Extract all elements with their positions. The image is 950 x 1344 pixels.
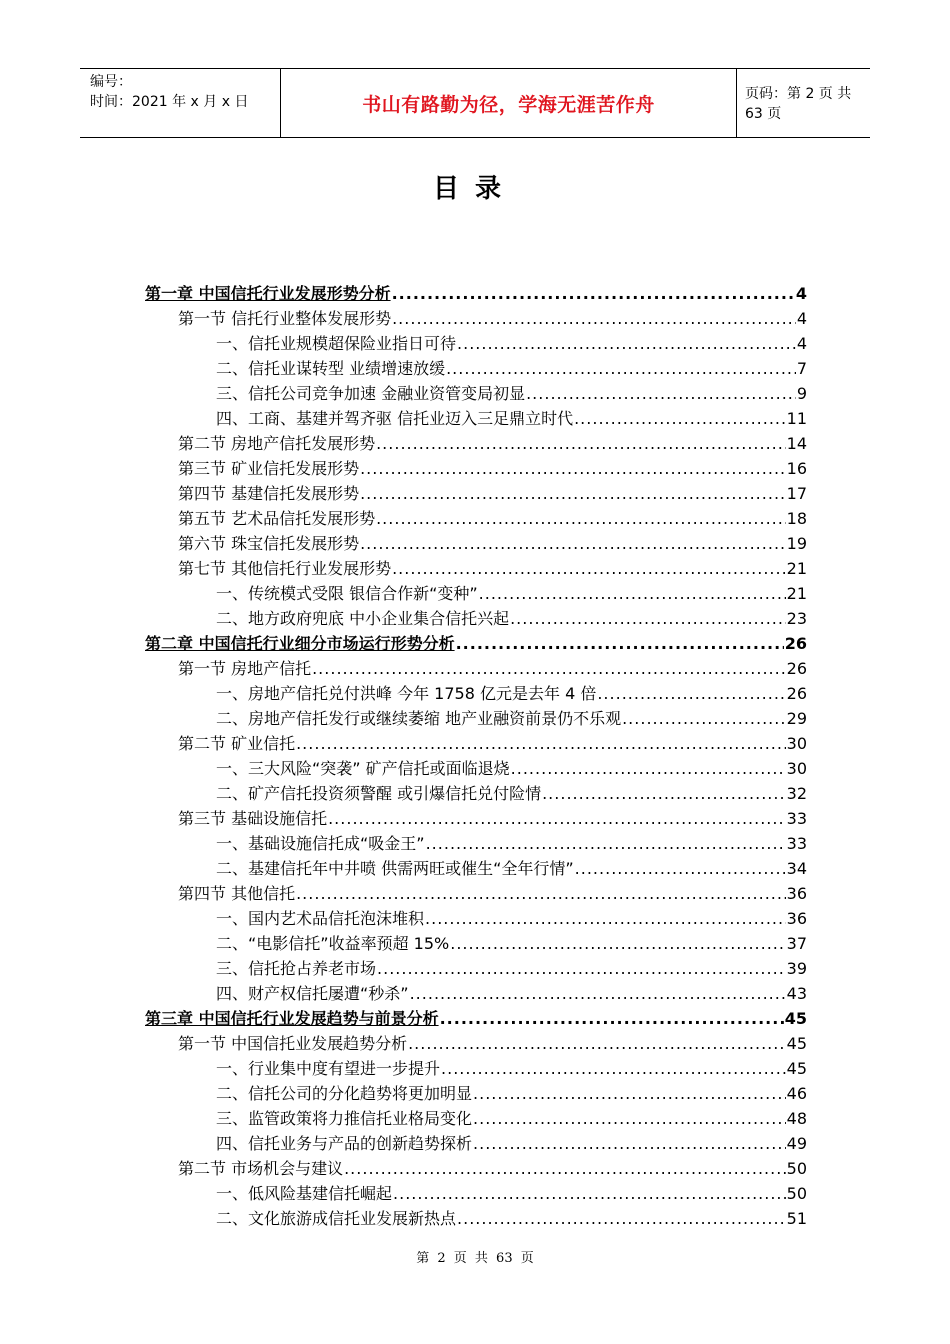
toc-subsection[interactable]: [145, 855, 807, 880]
toc-entry-title: 第三节 基础设施信托: [178, 809, 328, 828]
table-of-contents: [145, 280, 807, 1230]
toc-section[interactable]: [145, 530, 807, 555]
toc-page-number: 39: [786, 959, 807, 978]
toc-entry-title: 一、行业集中度有望进一步提升: [216, 1059, 441, 1078]
toc-page-number: 9: [796, 384, 807, 403]
toc-section[interactable]: [145, 430, 807, 455]
toc-page-number: 4: [796, 334, 807, 353]
toc-dot-leader: [392, 283, 795, 305]
toc-dot-leader: [510, 608, 786, 630]
toc-dot-leader: [622, 708, 786, 730]
toc-dot-leader: [473, 1108, 786, 1130]
toc-dot-leader: [377, 958, 786, 980]
toc-entry-title: 一、房地产信托兑付洪峰 今年 1758 亿元是去年 4 倍: [216, 684, 597, 703]
toc-section[interactable]: [145, 655, 807, 680]
toc-entry-title: 第一节 中国信托业发展趋势分析: [178, 1034, 408, 1053]
toc-dot-leader: [328, 808, 786, 830]
toc-page-number: 30: [786, 759, 807, 778]
toc-entry-title: 第二节 房地产信托发展形势: [178, 434, 376, 453]
page-header: [80, 68, 870, 138]
toc-entry-title: 第二节 矿业信托: [178, 734, 296, 753]
toc-dot-leader: [376, 433, 786, 455]
toc-entry-title: 第四节 其他信托: [178, 884, 296, 903]
toc-page-number: 26: [786, 684, 807, 703]
toc-dot-leader: [456, 633, 784, 655]
toc-section[interactable]: [145, 455, 807, 480]
toc-entry-title: 一、传统模式受限 银信合作新“变种”: [216, 584, 478, 603]
toc-dot-leader: [450, 933, 785, 955]
toc-subsection[interactable]: [145, 755, 807, 780]
toc-subsection[interactable]: [145, 355, 807, 380]
toc-entry-title: 第三节 矿业信托发展形势: [178, 459, 360, 478]
page-title: 目录: [432, 174, 517, 204]
toc-section[interactable]: [145, 555, 807, 580]
toc-page-number: 45: [784, 1009, 807, 1028]
toc-dot-leader: [526, 383, 796, 405]
toc-page-number: 33: [786, 834, 807, 853]
toc-entry-title: 二、房地产信托发行或继续萎缩 地产业融资前景仍不乐观: [216, 709, 622, 728]
toc-dot-leader: [360, 458, 786, 480]
toc-page-number: 19: [786, 534, 807, 553]
toc-dot-leader: [473, 1133, 786, 1155]
toc-page-number: 37: [786, 934, 807, 953]
toc-page-number: 26: [784, 634, 807, 653]
toc-dot-leader: [440, 1008, 784, 1030]
toc-section[interactable]: [145, 1030, 807, 1055]
toc-dot-leader: [408, 1033, 786, 1055]
toc-entry-title: 一、三大风险“突袭” 矿产信托或面临退烧: [216, 759, 510, 778]
toc-chapter[interactable]: [145, 280, 807, 305]
toc-dot-leader: [597, 683, 785, 705]
toc-entry-title: 三、监管政策将力推信托业格局变化: [216, 1109, 473, 1128]
toc-page-number: 43: [786, 984, 807, 1003]
toc-entry-title: 三、信托抢占养老市场: [216, 959, 377, 978]
toc-section[interactable]: [145, 305, 807, 330]
toc-page-number: 30: [786, 734, 807, 753]
toc-page-number: 23: [786, 609, 807, 628]
toc-dot-leader: [393, 1183, 786, 1205]
toc-subsection[interactable]: [145, 780, 807, 805]
toc-subsection[interactable]: [145, 380, 807, 405]
toc-entry-title: 第二章 中国信托行业细分市场运行形势分析: [145, 634, 455, 653]
toc-entry-title: 第一节 房地产信托: [178, 659, 312, 678]
toc-page-number: 7: [796, 359, 807, 378]
toc-subsection[interactable]: [145, 930, 807, 955]
toc-page-number: 18: [786, 509, 807, 528]
toc-page-number: 21: [786, 559, 807, 578]
toc-subsection[interactable]: [145, 705, 807, 730]
toc-page-number: 50: [786, 1184, 807, 1203]
toc-entry-title: 四、信托业务与产品的创新趋势探析: [216, 1134, 473, 1153]
toc-page-number: 45: [786, 1059, 807, 1078]
toc-page-number: 36: [786, 884, 807, 903]
toc-dot-leader: [392, 308, 796, 330]
toc-subsection[interactable]: [145, 680, 807, 705]
toc-page-number: 26: [786, 659, 807, 678]
toc-subsection[interactable]: [145, 955, 807, 980]
toc-page-number: 4: [795, 284, 807, 303]
toc-entry-title: 第一章 中国信托行业发展形势分析: [145, 284, 391, 303]
toc-entry-title: 第二节 市场机会与建议: [178, 1159, 344, 1178]
toc-subsection[interactable]: [145, 405, 807, 430]
toc-dot-leader: [575, 858, 786, 880]
toc-entry-title: 第五节 艺术品信托发展形势: [178, 509, 376, 528]
toc-dot-leader: [457, 1208, 786, 1230]
toc-entry-title: 第一节 信托行业整体发展形势: [178, 309, 392, 328]
toc-dot-leader: [360, 483, 786, 505]
toc-subsection[interactable]: [145, 980, 807, 1005]
toc-dot-leader: [441, 1058, 786, 1080]
toc-subsection[interactable]: [145, 580, 807, 605]
toc-dot-leader: [312, 658, 786, 680]
toc-dot-leader: [426, 833, 786, 855]
toc-entry-title: 二、信托业谋转型 业绩增速放缓: [216, 359, 446, 378]
toc-section[interactable]: [145, 805, 807, 830]
toc-page-number: 34: [786, 859, 807, 878]
toc-page-number: 29: [786, 709, 807, 728]
toc-page-number: 36: [786, 909, 807, 928]
toc-page-number: 33: [786, 809, 807, 828]
header-page-info: 页码：第 2 页 共 63 页: [745, 86, 852, 122]
header-motto-cell: [280, 69, 737, 137]
toc-subsection[interactable]: [145, 1205, 807, 1230]
toc-dot-leader: [360, 533, 786, 555]
toc-subsection[interactable]: [145, 1055, 807, 1080]
header-motto: 书山有路勤为径，学海无涯苦作舟: [362, 93, 655, 116]
toc-dot-leader: [542, 783, 786, 805]
toc-dot-leader: [376, 508, 786, 530]
toc-section[interactable]: [145, 1155, 807, 1180]
toc-entry-title: 一、基础设施信托成“吸金王”: [216, 834, 425, 853]
toc-section[interactable]: [145, 505, 807, 530]
toc-page-number: 17: [786, 484, 807, 503]
toc-entry-title: 二、矿产信托投资须警醒 或引爆信托兑付险情: [216, 784, 542, 803]
toc-entry-title: 第四节 基建信托发展形势: [178, 484, 360, 503]
toc-dot-leader: [473, 1083, 786, 1105]
toc-dot-leader: [296, 883, 786, 905]
toc-page-number: 21: [786, 584, 807, 603]
document-number-label: 编号：: [90, 74, 132, 90]
toc-entry-title: 第七节 其他信托行业发展形势: [178, 559, 392, 578]
page-footer: 第 2 页 共 63 页: [416, 1251, 534, 1266]
toc-dot-leader: [511, 758, 786, 780]
toc-subsection[interactable]: [145, 1080, 807, 1105]
toc-page-number: 45: [786, 1034, 807, 1053]
toc-dot-leader: [344, 1158, 786, 1180]
toc-entry-title: 一、低风险基建信托崛起: [216, 1184, 393, 1203]
toc-subsection[interactable]: [145, 1105, 807, 1130]
toc-dot-leader: [392, 558, 786, 580]
toc-subsection[interactable]: [145, 830, 807, 855]
toc-entry-title: 二、信托公司的分化趋势将更加明显: [216, 1084, 473, 1103]
toc-page-number: 48: [786, 1109, 807, 1128]
toc-page-number: 16: [786, 459, 807, 478]
toc-dot-leader: [574, 408, 786, 430]
toc-entry-title: 二、“电影信托”收益率预超 15%: [216, 934, 450, 953]
toc-entry-title: 三、信托公司竞争加速 金融业资管变局初显: [216, 384, 526, 403]
toc-dot-leader: [425, 908, 786, 930]
toc-subsection[interactable]: [145, 330, 807, 355]
toc-entry-title: 第三章 中国信托行业发展趋势与前景分析: [145, 1009, 439, 1028]
toc-dot-leader: [446, 358, 796, 380]
toc-section[interactable]: [145, 480, 807, 505]
toc-entry-title: 二、文化旅游成信托业发展新热点: [216, 1209, 457, 1228]
toc-page-number: 50: [786, 1159, 807, 1178]
toc-entry-title: 四、财产权信托屡遭“秒杀”: [216, 984, 409, 1003]
toc-page-number: 11: [786, 409, 807, 428]
toc-entry-title: 一、国内艺术品信托泡沫堆积: [216, 909, 425, 928]
toc-subsection[interactable]: [145, 605, 807, 630]
header-meta: [80, 69, 280, 137]
toc-chapter[interactable]: [145, 1005, 807, 1030]
toc-page-number: 49: [786, 1134, 807, 1153]
toc-entry-title: 二、基建信托年中井喷 供需两旺或催生“全年行情”: [216, 859, 574, 878]
toc-page-number: 46: [786, 1084, 807, 1103]
toc-page-number: 32: [786, 784, 807, 803]
toc-entry-title: 二、地方政府兜底 中小企业集合信托兴起: [216, 609, 510, 628]
toc-dot-leader: [296, 733, 786, 755]
toc-section[interactable]: [145, 880, 807, 905]
toc-subsection[interactable]: [145, 905, 807, 930]
toc-dot-leader: [479, 583, 786, 605]
toc-section[interactable]: [145, 730, 807, 755]
toc-entry-title: 一、信托业规模超保险业指日可待: [216, 334, 457, 353]
toc-page-number: 14: [786, 434, 807, 453]
toc-subsection[interactable]: [145, 1180, 807, 1205]
toc-entry-title: 第六节 珠宝信托发展形势: [178, 534, 360, 553]
toc-page-number: 51: [786, 1209, 807, 1228]
toc-page-number: 4: [796, 309, 807, 328]
toc-subsection[interactable]: [145, 1130, 807, 1155]
toc-dot-leader: [410, 983, 786, 1005]
toc-chapter[interactable]: [145, 630, 807, 655]
toc-entry-title: 四、工商、基建并驾齐驱 信托业迈入三足鼎立时代: [216, 409, 574, 428]
document-date: 时间：2021 年 x 月 x 日: [90, 94, 249, 110]
toc-dot-leader: [457, 333, 796, 355]
